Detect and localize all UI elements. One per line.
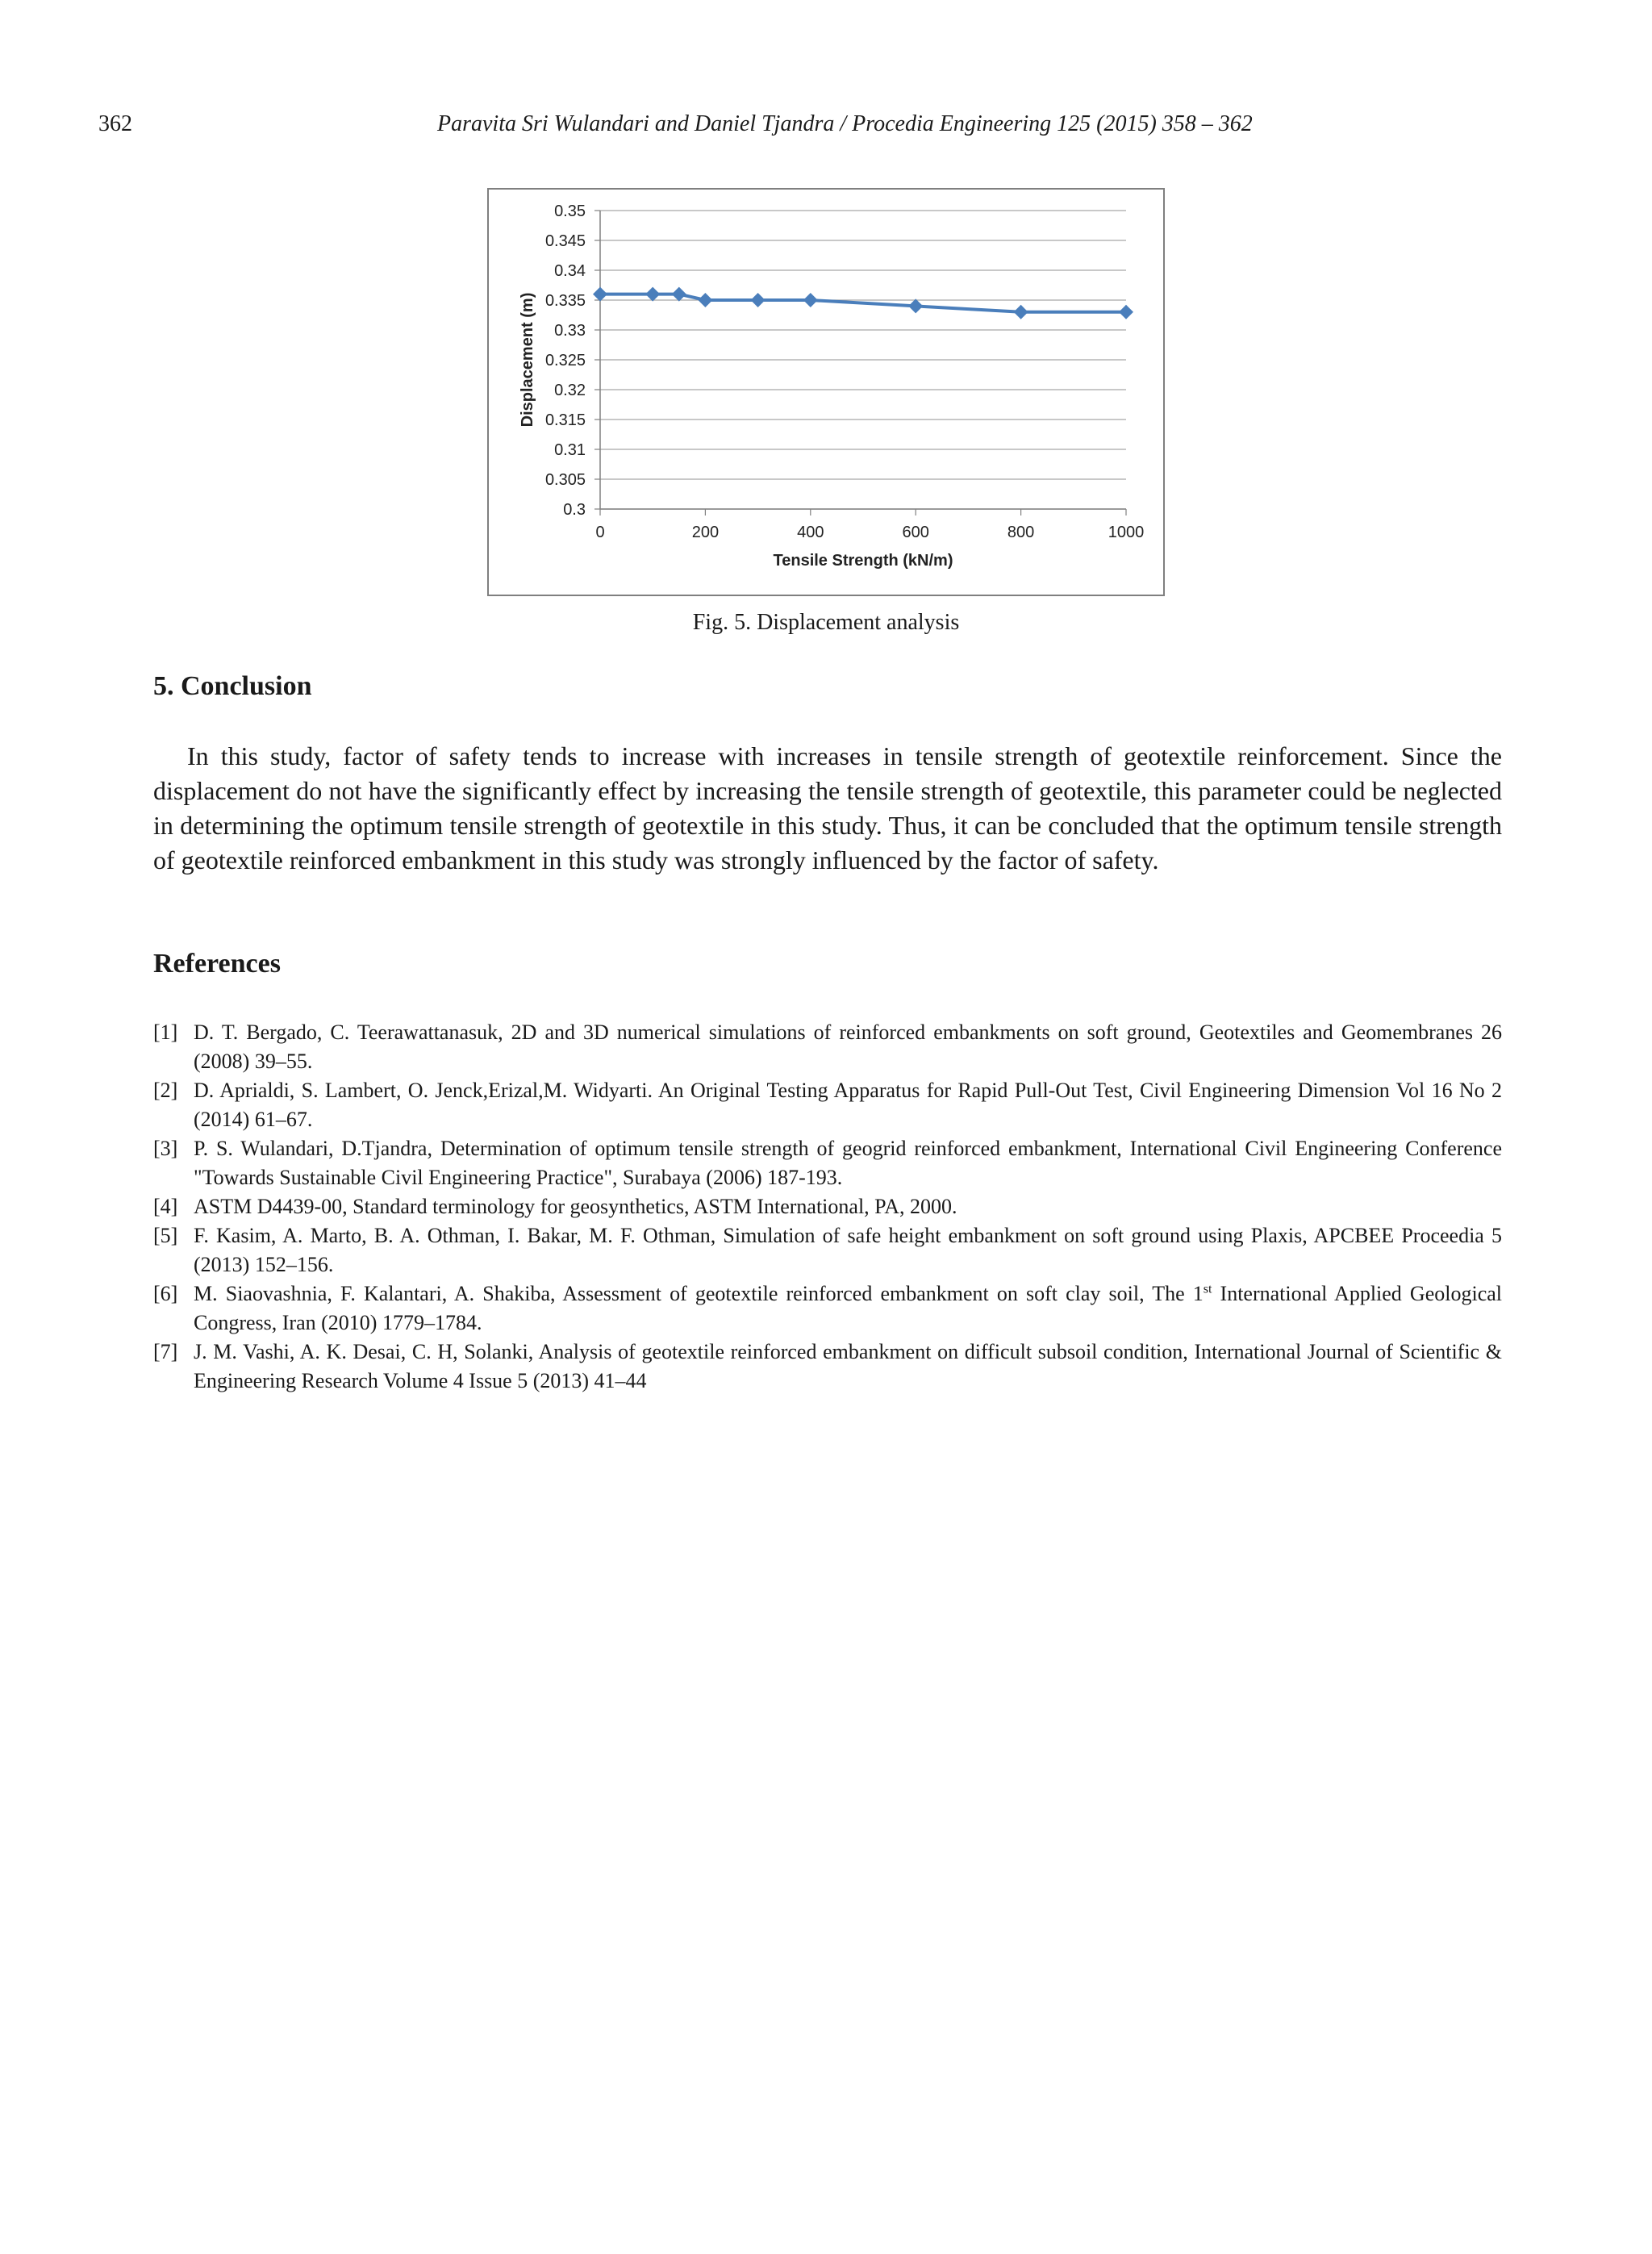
reference-number: [2] <box>153 1079 178 1102</box>
chart-canvas <box>489 190 1163 595</box>
x-tick-label: 800 <box>1007 524 1035 541</box>
x-axis-label: Tensile Strength (kN/m) <box>773 552 953 570</box>
displacement-chart <box>487 188 1165 596</box>
data-point <box>1014 305 1028 319</box>
reference-number: [7] <box>153 1340 178 1363</box>
reference-text: F. Kasim, A. Marto, B. A. Othman, I. Bakar, M. F. Othman, Simulation of safe height embankment on soft ground using Plaxis, APCBEE Proceedia 5 (2013) 152–156. <box>194 1224 1502 1276</box>
reference-number: [5] <box>153 1224 178 1247</box>
reference-item <box>153 1192 1502 1221</box>
reference-text: D. Aprialdi, S. Lambert, O. Jenck,Erizal,M. Widyarti. An Original Testing Apparatus for Rapid Pull-Out Test, Civil Engineering Dimension Vol 16 No 2 (2014) 61–67. <box>194 1079 1502 1131</box>
data-point <box>1119 305 1133 319</box>
reference-text <box>194 1282 1502 1334</box>
conclusion-paragraph: In this study, factor of safety tends to increase with increases in tensile strength of geotextile reinforcement. Since the displacement do not have the significantly effect by increasing the tensile strength of geotextile, this parameter could be neglected in determining the optimum tensile strength of geotextile in this study. Thus, it can be concluded that the optimum tensile strength of geotextile reinforced embankment in this study was strongly influenced by the factor of safety. <box>153 741 1502 874</box>
reference-text: ASTM D4439-00, Standard terminology for geosynthetics, ASTM International, PA, 2000. <box>194 1195 957 1218</box>
reference-item <box>153 1221 1502 1279</box>
data-point <box>698 293 712 307</box>
reference-item <box>153 1018 1502 1076</box>
data-point <box>593 287 607 302</box>
y-tick-label: 0.31 <box>554 441 586 459</box>
x-tick-label: 200 <box>691 524 720 541</box>
y-tick-label: 0.325 <box>544 352 586 369</box>
y-tick-label: 0.3 <box>563 501 586 519</box>
y-axis-label: Displacement (m) <box>519 292 536 428</box>
reference-item <box>153 1076 1502 1134</box>
reference-text-part: M. Siaovashnia, F. Kalantari, A. Shakiba, Assessment of geotextile reinforced embankment on soft clay soil, The 1 <box>194 1282 1204 1305</box>
reference-number: [1] <box>153 1021 178 1044</box>
x-tick-label: 400 <box>797 524 824 541</box>
data-point <box>672 287 686 302</box>
data-point <box>645 287 660 302</box>
y-tick-label: 0.35 <box>554 202 586 220</box>
reference-number: [3] <box>153 1137 178 1160</box>
x-tick-label: 600 <box>902 524 929 541</box>
data-point <box>751 293 766 307</box>
reference-text: J. M. Vashi, A. K. Desai, C. H, Solanki, Analysis of geotextile reinforced embankment on difficult subsoil condition, International Journal of Scientific & Engineering Research Volume 4 Issue 5 (2013) 41–44 <box>194 1340 1502 1392</box>
reference-text: P. S. Wulandari, D.Tjandra, Determination of optimum tensile strength of geogrid reinforced embankment, International Civil Engineering Conference "Towards Sustainable Civil Engineering Practice", Surabaya (2006) 187-193. <box>194 1137 1502 1189</box>
reference-number: [4] <box>153 1195 178 1218</box>
reference-list <box>153 1018 1502 1396</box>
y-tick-label: 0.305 <box>544 471 586 489</box>
figure-caption: Fig. 5. Displacement analysis <box>692 610 960 635</box>
y-tick-label: 0.345 <box>544 232 586 250</box>
reference-item <box>153 1134 1502 1192</box>
data-point <box>908 298 923 313</box>
running-title: Paravita Sri Wulandari and Daniel Tjandra / Procedia Engineering 125 (2015) 358 – 362 <box>437 111 1253 136</box>
page-header <box>98 111 1313 144</box>
data-point <box>803 293 818 307</box>
superscript: st <box>1203 1282 1212 1296</box>
reference-text: D. T. Bergado, C. Teerawattanasuk, 2D and 3D numerical simulations of reinforced embankments on soft ground, Geotextiles and Geomembranes 26 (2008) 39–55. <box>194 1021 1502 1073</box>
reference-item <box>153 1279 1502 1338</box>
x-tick-label: 0 <box>595 524 605 541</box>
y-tick-label: 0.34 <box>554 262 586 280</box>
reference-number: [6] <box>153 1282 178 1305</box>
y-tick-label: 0.33 <box>554 322 586 340</box>
section-heading: 5. Conclusion <box>153 671 312 701</box>
y-tick-label: 0.32 <box>554 382 586 399</box>
reference-text-part: International Applied Geological Congress, Iran (2010) 1779–1784. <box>194 1282 1502 1334</box>
y-tick-label: 0.315 <box>544 411 586 429</box>
y-tick-label: 0.335 <box>544 292 586 310</box>
references-heading: References <box>153 949 281 979</box>
page-number: 362 <box>98 111 132 136</box>
x-tick-label: 1000 <box>1108 524 1145 541</box>
reference-item <box>153 1338 1502 1396</box>
